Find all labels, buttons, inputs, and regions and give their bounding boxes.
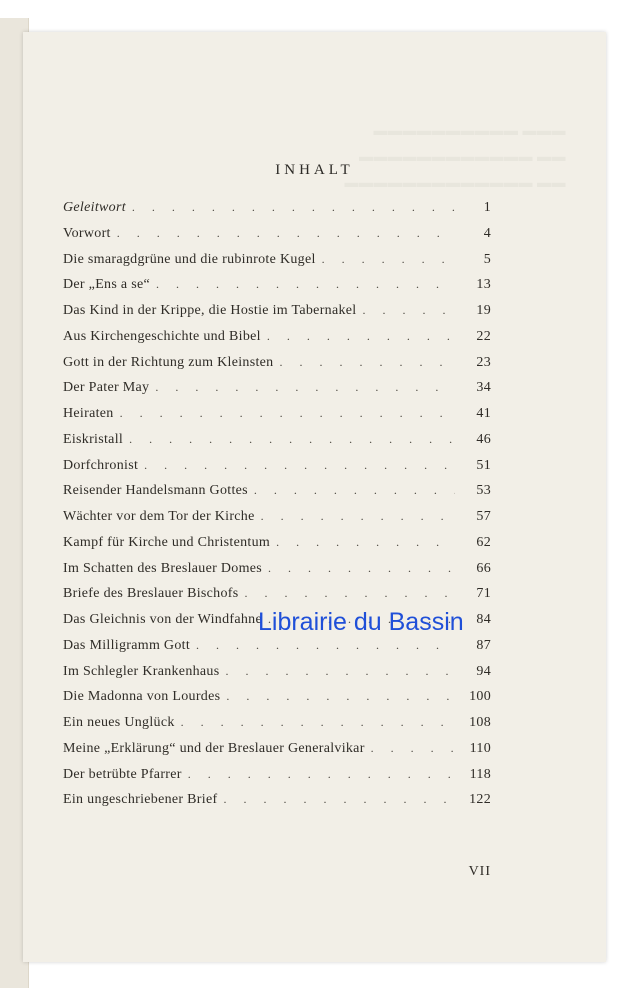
toc-entry-page: 51	[476, 457, 491, 473]
table-of-contents	[63, 200, 491, 818]
dot-leader	[254, 483, 455, 498]
dot-leader	[156, 277, 455, 292]
toc-entry	[63, 483, 491, 509]
toc-entry-page: 19	[476, 303, 491, 318]
toc-entry-page: 66	[476, 560, 491, 576]
toc-entry	[63, 689, 491, 715]
toc-entry-page: 57	[476, 509, 491, 524]
toc-entry-title: Das Kind in der Krippe, die Hostie im Tabernakel	[63, 303, 357, 318]
toc-entry-title: Geleitwort	[63, 200, 126, 215]
toc-entry-page: 84	[476, 612, 491, 627]
toc-entry-title: Im Schatten des Breslauer Domes	[63, 560, 263, 576]
toc-entry-page: 41	[476, 406, 491, 421]
toc-entry-page: 4	[483, 225, 491, 241]
dot-leader	[322, 252, 455, 267]
dot-leader	[362, 303, 455, 318]
toc-entry-page: 62	[476, 534, 491, 550]
toc-entry-page: 108	[469, 715, 491, 730]
toc-entry-title: Heiraten	[63, 406, 114, 421]
toc-entry	[63, 767, 491, 793]
dot-leader	[117, 226, 455, 241]
toc-entry-page: 94	[476, 663, 491, 679]
dot-leader	[276, 535, 455, 550]
toc-entry-page: 23	[476, 354, 491, 370]
toc-entry	[63, 252, 491, 278]
toc-entry	[63, 458, 491, 484]
dot-leader	[223, 792, 455, 807]
dot-leader	[267, 329, 455, 344]
dot-leader	[188, 767, 455, 782]
toc-entry-title: Wächter vor dem Tor der Kirche	[63, 509, 255, 524]
dot-leader	[196, 638, 455, 653]
toc-entry-title: Ein neues Unglück	[63, 715, 175, 730]
dot-leader	[129, 432, 455, 447]
toc-entry-page: 46	[476, 431, 491, 447]
toc-entry-title: Briefe des Breslauer Bischofs	[63, 586, 239, 602]
toc-entry-title: Aus Kirchengeschichte und Bibel	[63, 328, 261, 344]
toc-entry	[63, 355, 491, 381]
dot-leader	[120, 406, 455, 421]
page-number-folio: VII	[468, 864, 491, 879]
toc-entry-title: Reisender Handelsmann Gottes	[63, 483, 248, 499]
toc-entry	[63, 200, 491, 226]
show-through-text: ▬▬▬▬▬▬▬▬▬▬▬▬▬ ▬▬	[344, 176, 566, 191]
toc-entry-title: Die Madonna von Lourdes	[63, 689, 221, 705]
toc-entry	[63, 226, 491, 252]
toc-entry-title: Dorfchronist	[63, 457, 139, 473]
dot-leader	[268, 561, 455, 576]
toc-entry	[63, 380, 491, 406]
dot-leader	[226, 689, 455, 704]
dot-leader	[261, 509, 455, 524]
toc-entry	[63, 561, 491, 587]
page-title: INHALT	[275, 162, 354, 178]
toc-entry	[63, 509, 491, 535]
book-page	[23, 32, 606, 962]
toc-entry	[63, 277, 491, 303]
toc-entry	[63, 303, 491, 329]
toc-entry	[63, 406, 491, 432]
toc-entry	[63, 741, 491, 767]
toc-entry-title: Der betrübte Pfarrer	[63, 766, 182, 782]
toc-entry-page: 100	[469, 689, 491, 705]
toc-entry-page: 53	[476, 483, 491, 499]
toc-entry	[63, 792, 491, 818]
show-through-text: ▬▬▬▬▬▬▬▬▬▬▬▬ ▬▬	[359, 150, 566, 165]
toc-entry-title: Die smaragdgrüne und die rubinrote Kugel	[63, 251, 316, 267]
toc-entry-page: 110	[469, 740, 491, 756]
toc-entry-title: Das Gleichnis von der Windfahne	[63, 612, 262, 627]
show-through-text: ▬▬▬▬▬▬▬▬▬▬ ▬▬▬	[373, 124, 566, 139]
toc-entry-title: Im Schlegler Krankenhaus	[63, 663, 220, 679]
watermark-logo: Librairie du Bassin	[258, 608, 464, 636]
toc-entry	[63, 638, 491, 664]
toc-entry	[63, 535, 491, 561]
toc-entry-title: Kampf für Kirche und Christentum	[63, 534, 271, 550]
toc-entry-title: Der Pater May	[63, 380, 150, 396]
dot-leader	[279, 355, 455, 370]
toc-entry-page: 71	[476, 586, 491, 602]
toc-entry-page: 13	[476, 277, 491, 293]
toc-entry	[63, 329, 491, 355]
toc-entry-page: 122	[469, 792, 491, 808]
toc-entry-title: Das Milligramm Gott	[63, 637, 191, 653]
toc-entry-title: Meine „Erklärung“ und der Breslauer Generalvikar	[63, 740, 365, 756]
toc-entry-page: 5	[483, 251, 491, 267]
toc-entry	[63, 664, 491, 690]
dot-leader	[132, 200, 455, 215]
toc-entry-page: 87	[476, 637, 491, 653]
toc-entry-title: Der „Ens a se“	[63, 277, 150, 293]
toc-entry-page: 118	[469, 766, 491, 782]
toc-entry	[63, 715, 491, 741]
toc-entry	[63, 432, 491, 458]
dot-leader	[371, 741, 455, 756]
toc-entry-title: Vorwort	[63, 225, 111, 241]
toc-entry-title: Eiskristall	[63, 431, 124, 447]
toc-entry-page: 34	[476, 380, 491, 396]
dot-leader	[181, 715, 455, 730]
dot-leader	[225, 664, 455, 679]
dot-leader	[155, 380, 455, 395]
toc-entry-page: 1	[483, 200, 491, 215]
toc-entry-page: 22	[476, 328, 491, 344]
toc-entry-title: Gott in der Richtung zum Kleinsten	[63, 354, 274, 370]
dot-leader	[144, 458, 455, 473]
toc-entry-title: Ein ungeschriebener Brief	[63, 792, 218, 808]
dot-leader	[244, 586, 455, 601]
